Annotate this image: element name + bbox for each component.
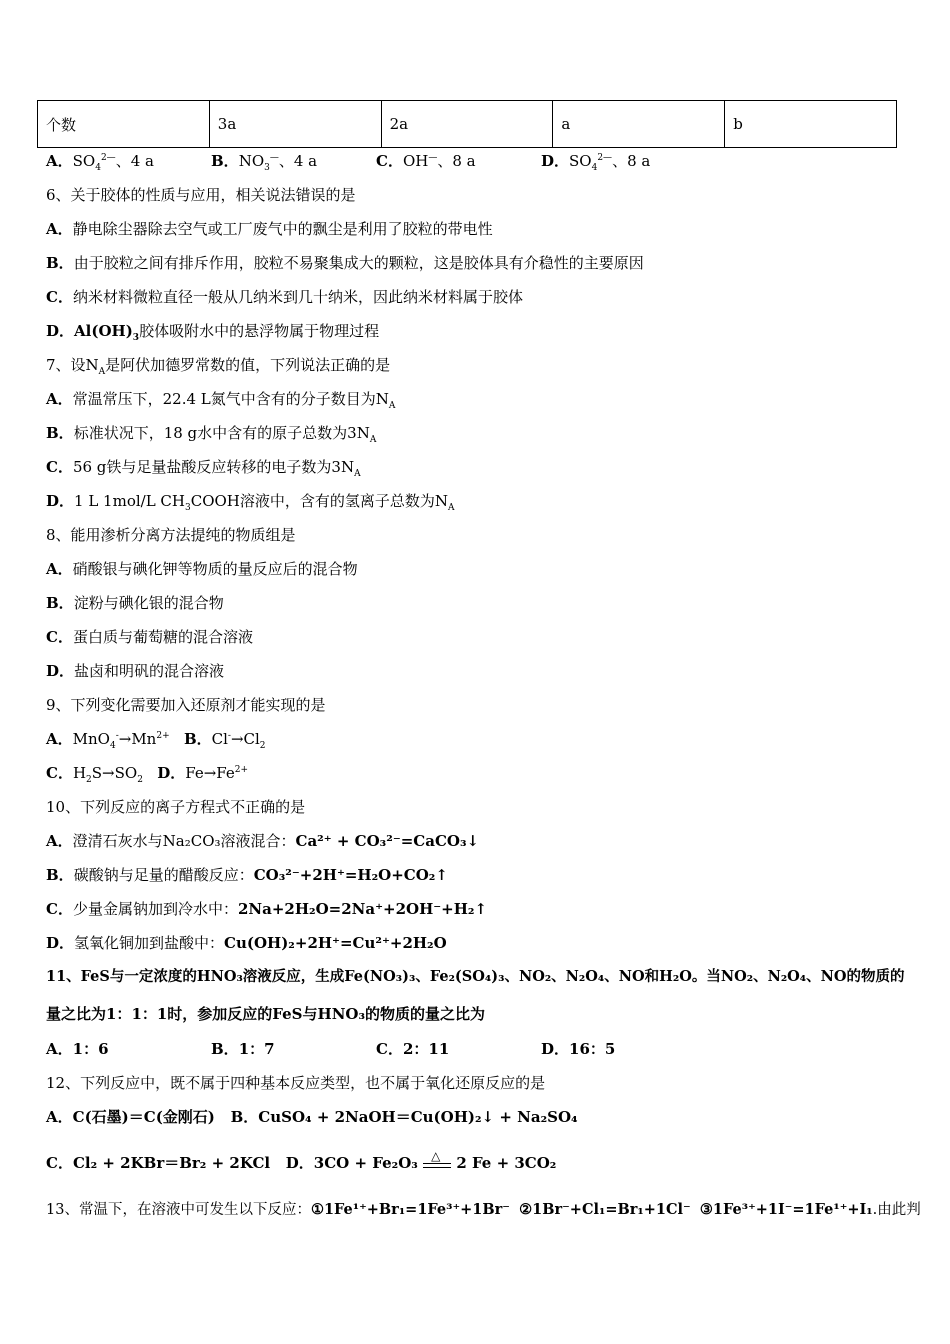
q6-option-a: A．静电除尘器除去空气或工厂废气中的飘尘是利用了胶粒的带电性 — [46, 220, 493, 238]
q7-option-a: A．常温常压下，22.4 L氮气中含有的分子数目为$N_A$ — [46, 390, 396, 411]
table-cell: 2a — [381, 101, 553, 148]
option-d: D．16：5 — [541, 1040, 616, 1058]
table-cell: a — [553, 101, 725, 148]
q7-option-c: C．56 g铁与足量盐酸反应转移的电子数为$3N_A$ — [46, 458, 361, 479]
q11-stem-line2: 量之比为1：1：1时，参加反应的FeS与HNO₃的物质的量之比为 — [46, 1005, 486, 1023]
q12-stem: 12、下列反应中，既不属于四种基本反应类型，也不属于氧化还原反应的是 — [46, 1074, 546, 1092]
ion-count-table — [37, 100, 897, 148]
q6-option-c: C．纳米材料微粒直径一般从几纳米到几十纳米，因此纳米材料属于胶体 — [46, 288, 523, 306]
table-cell: 个数 — [38, 101, 210, 148]
q12-options-ab: A．C(石墨)＝C(金刚石) B．CuSO₄ + 2NaOH＝Cu(OH)₂↓ + Na₂SO₄ — [46, 1108, 578, 1126]
q13-stem: 13、常温下，在溶液中可发生以下反应：①1Fe¹⁺+Br₁=1Fe³⁺+1Br⁻ ②1Br⁻+Cl₁=Br₁+1Cl⁻ ③1Fe³⁺+1I⁻=1Fe¹⁺+I₁.由此判 — [46, 1201, 921, 1218]
table-cell: b — [725, 101, 897, 148]
option-b: B．$NO_3^—$、4 a — [211, 152, 318, 173]
q9-options-ab: A．$MnO_4^-\to Mn^{2+}$ B．$Cl^-\to Cl_2$ — [46, 730, 266, 751]
q8-option-c: C．蛋白质与葡萄糖的混合溶液 — [46, 628, 253, 646]
heat-condition-sign: △ — [423, 1154, 451, 1174]
q10-option-b: B．碳酸钠与足量的醋酸反应：CO₃²⁻+2H⁺=H₂O+CO₂↑ — [46, 866, 448, 884]
option-c: C．2：11 — [376, 1040, 450, 1058]
q8-option-b: B．淀粉与碘化银的混合物 — [46, 594, 224, 612]
q9-stem: 9、下列变化需要加入还原剂才能实现的是 — [46, 696, 326, 714]
q12-options-cd: C．Cl₂ + 2KBr＝Br₂ + 2KCl D．3CO + Fe₂O₃ △ 2 Fe + 3CO₂ — [46, 1149, 557, 1172]
option-b: B．1：7 — [211, 1040, 275, 1058]
q8-option-d: D．盐卤和明矾的混合溶液 — [46, 662, 225, 680]
table-cell: 3a — [209, 101, 381, 148]
option-a: A．1：6 — [46, 1040, 109, 1058]
q10-option-d: D．氢氧化铜加到盐酸中：Cu(OH)₂+2H⁺=Cu²⁺+2H₂O — [46, 934, 447, 952]
q7-option-b: B．标准状况下，18 g水中含有的原子总数为$3N_A$ — [46, 424, 377, 445]
option-c: C．OH—、8 a — [376, 152, 476, 170]
q11-options — [46, 1039, 615, 1059]
q6-option-d: D．$Al(OH)_3$胶体吸附水中的悬浮物属于物理过程 — [46, 322, 380, 343]
option-a: A．$SO_4^{2—}$、4 a — [46, 152, 154, 173]
q6-stem: 6、关于胶体的性质与应用，相关说法错误的是 — [46, 186, 356, 204]
q10-option-c: C．少量金属钠加到冷水中：2Na+2H₂O=2Na⁺+2OH⁻+H₂↑ — [46, 900, 488, 918]
q5-options — [46, 151, 650, 171]
option-d: D．$SO_4^{2—}$、8 a — [541, 152, 651, 173]
q7-option-d: D．1 L 1mol/L $CH_3COOH$溶液中，含有的氢离子总数为$N_A$ — [46, 492, 455, 513]
q8-option-a: A．硝酸银与碘化钾等物质的量反应后的混合物 — [46, 560, 358, 578]
q9-options-cd: C．$H_2S\to SO_2$ D．$Fe\to Fe^{2+}$ — [46, 764, 249, 785]
q10-option-a: A．澄清石灰水与Na₂CO₃溶液混合：Ca²⁺ + CO₃²⁻=CaCO₃↓ — [46, 832, 480, 850]
table-row — [38, 101, 897, 148]
q8-stem: 8、能用渗析分离方法提纯的物质组是 — [46, 526, 296, 544]
q10-stem: 10、下列反应的离子方程式不正确的是 — [46, 798, 306, 816]
q7-stem: 7、设$N_A$是阿伏加德罗常数的值，下列说法正确的是 — [46, 356, 391, 377]
q6-option-b: B．由于胶粒之间有排斥作用，胶粒不易聚集成大的颗粒，这是胶体具有介稳性的主要原因 — [46, 254, 644, 272]
q11-stem-line1: 11、FeS与一定浓度的HNO₃溶液反应，生成Fe(NO₃)₃、Fe₂(SO₄)₃、NO₂、N₂O₄、NO和H₂O。当NO₂、N₂O₄、NO的物质的 — [46, 968, 905, 985]
